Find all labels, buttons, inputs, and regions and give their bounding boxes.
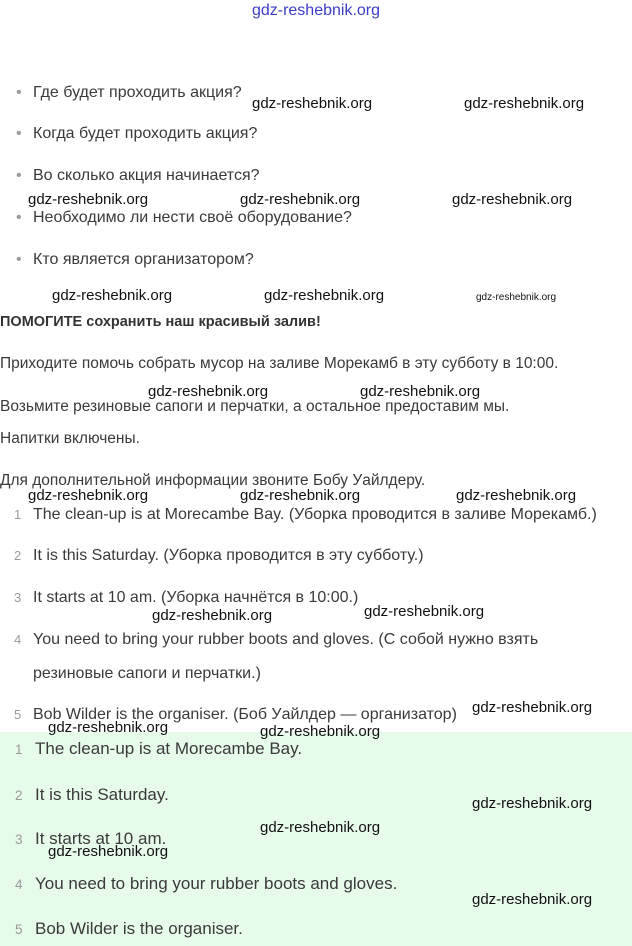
answer-text: It starts at 10 am. — [35, 829, 167, 848]
answer-number: 2 — [14, 548, 22, 563]
watermark: gdz-reshebnik.org — [456, 487, 577, 504]
watermark: gdz-reshebnik.org — [48, 719, 169, 736]
answer-text: You need to bring your rubber boots and gloves. — [35, 874, 398, 893]
watermark: gdz-reshebnik.org — [260, 819, 381, 836]
watermark: gdz-reshebnik.org — [252, 95, 373, 112]
answer-number: 2 — [15, 788, 23, 803]
bullet-icon: • — [16, 125, 22, 142]
watermark: gdz-reshebnik.org — [148, 383, 269, 400]
answer-number: 3 — [14, 590, 22, 605]
question-text: Где будет проходить акция? — [33, 84, 242, 101]
notice-line-2: Возьмите резиновые сапоги и перчатки, а остальное предоставим мы. — [0, 398, 510, 415]
answer-text: It is this Saturday. — [35, 785, 169, 804]
question-text: Когда будет проходить акция? — [33, 125, 258, 142]
site-header-link[interactable]: gdz-reshebnik.org — [251, 2, 381, 19]
notice-title: ПОМОГИТЕ сохранить наш красивый залив! — [0, 314, 321, 330]
question-text: Необходимо ли нести своё оборудование? — [33, 209, 352, 226]
watermark: gdz-reshebnik.org — [52, 287, 173, 304]
watermark: gdz-reshebnik.org — [28, 487, 149, 504]
bullet-icon: • — [16, 209, 22, 226]
answer-number: 1 — [14, 507, 22, 522]
question-item-5 — [16, 251, 254, 269]
answer-translated-3 — [14, 589, 358, 607]
answer-final-4 — [15, 874, 397, 894]
watermark: gdz-reshebnik.org — [452, 191, 573, 208]
notice-line-1: Приходите помочь собрать мусор на заливе Морекамб в эту субботу в 10:00. — [0, 355, 559, 372]
question-text: Кто является организатором? — [33, 251, 254, 268]
bullet-icon: • — [16, 84, 22, 101]
watermark: gdz-reshebnik.org — [472, 795, 593, 812]
question-item-2 — [16, 125, 257, 143]
watermark: gdz-reshebnik.org — [264, 287, 385, 304]
answer-final-5 — [15, 919, 243, 939]
bullet-icon: • — [16, 251, 22, 268]
answer-text: The clean-up is at Morecambe Bay. — [35, 739, 303, 758]
question-text: Во сколько акция начинается? — [33, 167, 260, 184]
watermark: gdz-reshebnik.org — [152, 607, 273, 624]
answer-text: It is this Saturday. (Уборка проводится в эту субботу.) — [33, 547, 424, 564]
answer-text: The clean-up is at Morecambe Bay. (Уборка проводится в заливе Морекамб.) — [33, 506, 597, 523]
question-item-1 — [16, 84, 242, 102]
question-item-3 — [16, 167, 260, 185]
answer-number: 5 — [15, 922, 23, 937]
answer-number: 3 — [15, 832, 23, 847]
answer-translated-1 — [14, 506, 597, 524]
answer-final-2 — [15, 785, 169, 805]
watermark: gdz-reshebnik.org — [360, 383, 481, 400]
answer-text: It starts at 10 am. (Уборка начнётся в 10:00.) — [33, 589, 359, 606]
watermark: gdz-reshebnik.org — [240, 191, 361, 208]
bullet-icon: • — [16, 167, 22, 184]
answer-text: Bob Wilder is the organiser. — [35, 919, 243, 938]
notice-line-4: Для дополнительной информации звоните Бобу Уайлдеру. — [0, 472, 426, 489]
watermark: gdz-reshebnik.org — [28, 191, 149, 208]
answer-translated-4-continuation: резиновые сапоги и перчатки.) — [33, 665, 261, 682]
answer-text: You need to bring your rubber boots and gloves. (С собой нужно взять — [33, 631, 539, 648]
watermark: gdz-reshebnik.org — [472, 699, 593, 716]
answer-text: Bob Wilder is the organiser. (Боб Уайлдер — организатор) — [33, 706, 457, 723]
question-item-4 — [16, 209, 352, 227]
answer-number: 4 — [15, 877, 23, 892]
answer-translated-4 — [14, 631, 538, 649]
notice-line-3: Напитки включены. — [0, 430, 140, 447]
answer-final-1 — [15, 739, 302, 759]
watermark: gdz-reshebnik.org — [260, 723, 381, 740]
watermark: gdz-reshebnik.org — [464, 95, 585, 112]
watermark: gdz-reshebnik.org — [48, 843, 169, 860]
watermark: gdz-reshebnik.org — [472, 891, 593, 908]
watermark: gdz-reshebnik.org — [364, 603, 485, 620]
answer-number: 4 — [14, 632, 22, 647]
answer-number: 5 — [14, 707, 22, 722]
watermark: gdz-reshebnik.org — [240, 487, 361, 504]
answer-translated-2 — [14, 547, 424, 565]
answer-number: 1 — [15, 742, 23, 757]
watermark: gdz-reshebnik.org — [476, 292, 557, 303]
